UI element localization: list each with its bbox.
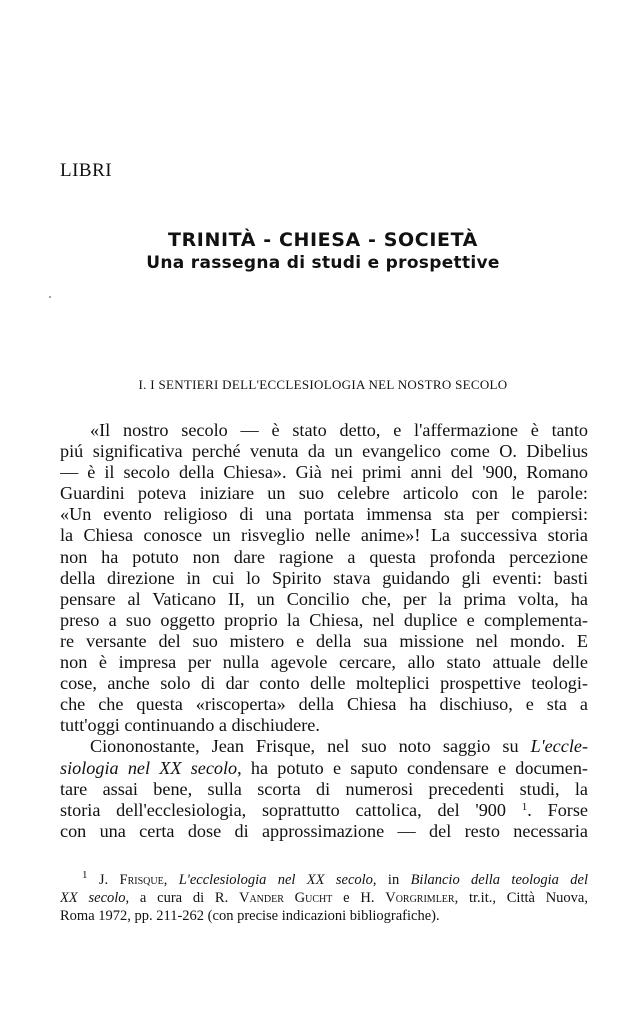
stray-dot xyxy=(49,296,51,298)
footnote-text: e H. xyxy=(332,890,386,906)
body-line: cose, anche solo di dar conto delle molteplici prospettive teologi- xyxy=(60,673,588,694)
footnote-line xyxy=(60,871,588,889)
body-line: della direzione in cui lo Spirito stava guidando gli eventi: basti xyxy=(60,567,588,588)
body-line: non ha potuto non dare ragione a questa profonda percezione xyxy=(60,546,588,567)
body-line xyxy=(60,800,588,821)
body-line: — è il secolo della Chiesa». Già nei primi anni del '900, Romano xyxy=(60,462,588,483)
footnote-author: Vorgrimler xyxy=(385,890,455,906)
footnote-text: , in xyxy=(372,872,411,888)
body-line: preso a suo oggetto proprio la Chiesa, nel duplice e complementa- xyxy=(60,609,588,630)
footnote-reference: 1 xyxy=(521,800,528,813)
footnote-title: L'ecclesiologia nel XX secolo xyxy=(178,872,373,888)
body-line: Guardini poteva iniziare un suo celebre articolo con le parole: xyxy=(60,483,588,504)
footnote-author: Vander Gucht xyxy=(238,890,333,906)
footnote-marker: 1 xyxy=(82,871,88,881)
footnote-title: XX secolo xyxy=(60,890,126,906)
italic-title-run: siologia nel XX secolo xyxy=(60,757,238,778)
body-line: piú significativa perché venuta da un evangelico come O. Dibelius xyxy=(60,441,588,462)
footnote-text: , tr.it., Città Nuova, xyxy=(454,890,588,906)
footnote-text: , xyxy=(163,872,179,888)
footnote xyxy=(60,871,588,925)
body-line: che che questa «riscoperta» della Chiesa ha dischiuso, e sta a xyxy=(60,694,588,715)
section-heading: I. I SENTIERI DELL'ECCLESIOLOGIA NEL NOSTRO SECOLO xyxy=(138,377,508,392)
article-subtitle: Una rassegna di studi e prospettive xyxy=(146,253,500,273)
footnote-author: Frisque xyxy=(119,872,164,888)
body-text-run: , ha potuto e saputo condensare e documen- xyxy=(237,757,588,778)
footnote-text: J. xyxy=(87,872,120,888)
section-label: LIBRI xyxy=(60,160,113,181)
body-text-run: . Forse xyxy=(527,799,588,820)
body-text-run: Ciononostante, Jean Frisque, nel suo noto saggio su xyxy=(90,736,531,757)
body-line: «Un evento religioso di una portata immensa sta per compiersi: xyxy=(60,504,588,525)
body-line: la Chiesa conosce un risveglio nelle anime»! La successiva storia xyxy=(60,525,588,546)
body-text-run: storia dell'ecclesiologia, soprattutto cattolica, del '900 xyxy=(60,799,522,820)
body-line: con una certa dose di approssimazione — del resto necessaria xyxy=(60,820,588,841)
body-text xyxy=(60,420,588,842)
article-title-block xyxy=(60,228,586,274)
body-line: re versante del suo mistero e della sua missione nel mondo. E xyxy=(60,630,588,651)
italic-title-run: L'eccle- xyxy=(530,736,588,757)
footnote-title: Bilancio della teologia del xyxy=(410,872,588,888)
body-line xyxy=(60,736,588,757)
body-line: pensare al Vaticano II, un Concilio che, per la prima volta, ha xyxy=(60,588,588,609)
footnote-line: Roma 1972, pp. 211-262 (con precise indicazioni bibliografiche). xyxy=(60,908,440,924)
body-line: tare assai bene, sulla scorta di numerosi precedenti studi, la xyxy=(60,778,588,799)
footnote-text: , a cura di R. xyxy=(125,890,239,906)
body-line xyxy=(60,758,588,779)
body-line: «Il nostro secolo — è stato detto, e l'affermazione è tanto xyxy=(90,420,588,440)
footnote-line xyxy=(60,889,588,907)
article-title: TRINITÀ - CHIESA - SOCIETÀ xyxy=(168,229,478,251)
body-line: tutt'oggi continuando a dischiudere. xyxy=(60,715,320,736)
body-line: non è impresa per nulla agevole cercare, allo stato attuale delle xyxy=(60,652,588,673)
